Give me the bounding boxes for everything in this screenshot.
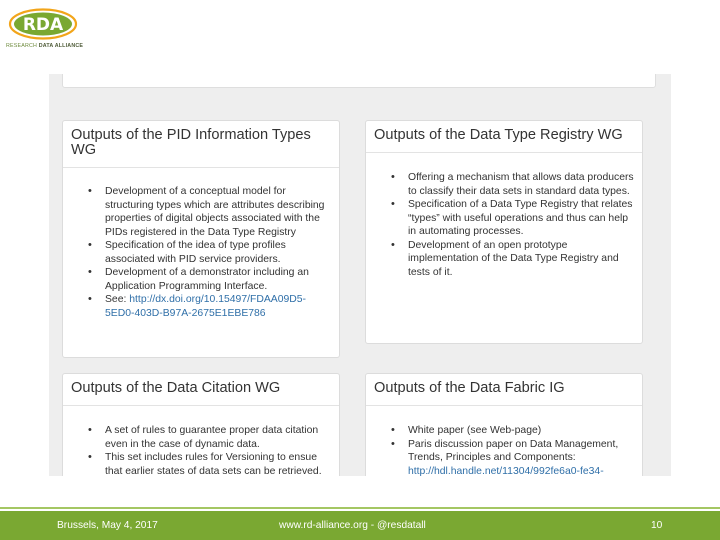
footer-website: www.rd-alliance.org - @resdatall bbox=[279, 520, 426, 531]
card-title: Outputs of the PID Information Types WG bbox=[71, 127, 311, 158]
card-data-type-registry bbox=[365, 120, 643, 344]
rda-logo-mark bbox=[8, 8, 78, 40]
previous-card-bottom bbox=[62, 74, 656, 88]
rda-logo-text: RDA bbox=[22, 15, 64, 35]
card-data-fabric bbox=[365, 373, 643, 476]
card-divider bbox=[63, 405, 339, 406]
card-title: Outputs of the Data Type Registry WG bbox=[374, 127, 623, 143]
doi-link[interactable]: http://dx.doi.org/10.15497/FDAA09D5-5ED0-403D-B97A-2675E1EBE786 bbox=[105, 294, 307, 319]
card-list bbox=[87, 424, 331, 476]
list-item: • Development of a conceptual model for structuring types which are attributes describing properties of digital objects associated with the PIDs registered in the Data Type Registry bbox=[87, 185, 331, 239]
handle-link[interactable]: http://hdl.handle.net/11304/992fe6a0-fe34- bbox=[408, 465, 604, 476]
list-item: • Development of an open prototype implementation of the Data Type Registry and tests of it. bbox=[390, 239, 634, 280]
list-item: • Offering a mechanism that allows data producers to classify their data sets in standard data types. bbox=[390, 171, 634, 198]
list-item: • This set includes rules for Versioning to ensue that earlier states of data sets can be retrieved. bbox=[87, 451, 331, 476]
see-label: See: bbox=[105, 294, 130, 305]
card-title: Outputs of the Data Citation WG bbox=[71, 380, 281, 396]
card-divider bbox=[366, 405, 642, 406]
card-divider bbox=[63, 167, 339, 168]
card-list bbox=[87, 185, 331, 320]
card-pid-information-types bbox=[62, 120, 340, 358]
list-item: • Specification of the idea of type profiles associated with PID service providers. bbox=[87, 239, 331, 266]
list-item bbox=[87, 293, 331, 320]
page-number: 10 bbox=[651, 520, 663, 531]
rda-logo bbox=[6, 8, 82, 54]
footer-date-location: Brussels, May 4, 2017 bbox=[57, 520, 158, 531]
footer-bar bbox=[0, 511, 720, 540]
card-list bbox=[390, 171, 634, 279]
list-item: • A set of rules to guarantee proper data citation even in the case of dynamic data. bbox=[87, 424, 331, 451]
list-item-text: Paris discussion paper on Data Management, Trends, Principles and Components: bbox=[408, 438, 619, 463]
card-list bbox=[390, 424, 634, 476]
card-divider bbox=[366, 152, 642, 153]
list-item: • White paper (see Web-page) bbox=[390, 424, 634, 438]
list-item bbox=[390, 438, 634, 477]
rda-logo-tagline: RESEARCH DATA ALLIANCE bbox=[6, 43, 84, 49]
card-data-citation bbox=[62, 373, 340, 476]
webpage-screenshot bbox=[49, 74, 671, 476]
list-item: • Development of a demonstrator including an Application Programming Interface. bbox=[87, 266, 331, 293]
list-item: • Specification of a Data Type Registry that relates “types” with useful operations and thus can help in automating processes. bbox=[390, 198, 634, 239]
card-title: Outputs of the Data Fabric IG bbox=[374, 380, 565, 396]
footer-accent-line bbox=[0, 507, 720, 509]
